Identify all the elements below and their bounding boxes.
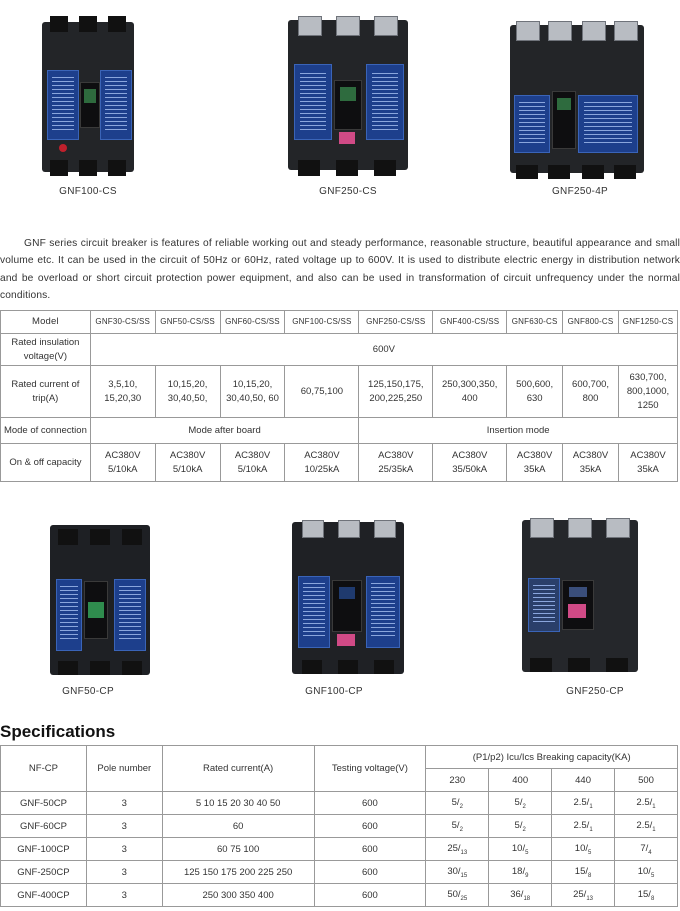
current-value: 630,700, 800,1000, 1250 — [619, 366, 678, 418]
specifications-table — [0, 745, 678, 907]
spec-model-cell: GNF-250CP — [1, 861, 87, 884]
spec-current-cell: 60 75 100 — [162, 838, 314, 861]
spec-breaking-cell — [489, 815, 552, 838]
spec-model-cell: GNF-400CP — [1, 884, 87, 907]
breaking-main-value: 30/ — [447, 865, 461, 877]
spec-poles-cell: 3 — [86, 792, 162, 815]
breaking-sub-value: 9 — [525, 872, 529, 879]
spec-voltage-cell: 600 — [314, 838, 426, 861]
spec-breaking-cell — [426, 838, 489, 861]
caption-gnf100-cp: GNF100-CP — [305, 686, 363, 697]
breaking-main-value: 25/ — [573, 888, 587, 900]
current-row — [1, 366, 678, 418]
spec-header-model: NF-CP — [1, 746, 87, 792]
breaking-sub-value: 1 — [652, 826, 656, 833]
capacity-ka: 5/10kA — [237, 463, 268, 475]
model-name: GNF60-CS/SS — [220, 311, 285, 334]
capacity-cell — [619, 444, 678, 482]
spec-breaking-cell — [552, 884, 615, 907]
connection-insertion: Insertion mode — [359, 418, 678, 444]
spec-header-breaking: (P1/p2) Icu/Ics Breaking capacity(KA) — [426, 746, 678, 769]
spec-header-500: 500 — [615, 769, 678, 792]
product-image-gnf50-cp — [50, 525, 150, 675]
breaking-main-value: 50/ — [447, 888, 461, 900]
product-image-gnf250-4p — [510, 25, 644, 173]
product-image-gnf100-cp — [292, 522, 404, 674]
model-name: GNF800-CS — [563, 311, 619, 334]
spec-voltage-cell: 600 — [314, 884, 426, 907]
caption-gnf250-cs: GNF250-CS — [319, 186, 377, 197]
spec-model-cell: GNF-100CP — [1, 838, 87, 861]
spec-table-row — [1, 815, 678, 838]
model-name: GNF400-CS/SS — [433, 311, 507, 334]
spec-header-400: 400 — [489, 769, 552, 792]
model-label: Model — [1, 311, 91, 334]
specifications-title: Specifications — [0, 722, 116, 741]
spec-header-row — [1, 746, 678, 769]
model-name: GNF250-CS/SS — [359, 311, 433, 334]
connection-label: Mode of connection — [1, 418, 91, 444]
capacity-cell — [359, 444, 433, 482]
breaking-sub-value: 1 — [589, 826, 593, 833]
ratings-table — [0, 310, 678, 482]
breaking-sub-value: 2 — [522, 803, 526, 810]
spec-breaking-cell — [489, 884, 552, 907]
product-image-gnf250-cs — [288, 20, 408, 170]
spec-table-row — [1, 838, 678, 861]
spec-breaking-cell — [426, 861, 489, 884]
spec-breaking-cell — [615, 838, 678, 861]
breaking-main-value: 15/ — [637, 888, 651, 900]
capacity-voltage: AC380V — [572, 449, 609, 461]
capacity-ka: 5/10kA — [107, 463, 138, 475]
capacity-ka: 35kA — [579, 463, 602, 475]
capacity-voltage: AC380V — [304, 449, 340, 461]
capacity-voltage: AC380V — [234, 449, 271, 461]
spec-breaking-cell — [615, 792, 678, 815]
spec-breaking-cell — [426, 792, 489, 815]
breaking-main-value: 15/ — [574, 865, 588, 877]
spec-voltage-cell: 600 — [314, 861, 426, 884]
capacity-ka: 35kA — [523, 463, 546, 475]
breaking-main-value: 36/ — [510, 888, 524, 900]
spec-header-230: 230 — [426, 769, 489, 792]
spec-breaking-cell — [426, 815, 489, 838]
breaking-main-value: 2.5/ — [573, 819, 590, 831]
insulation-label: Rated insulation voltage(V) — [1, 334, 91, 366]
breaking-main-value: 2.5/ — [636, 796, 653, 808]
connection-row — [1, 418, 678, 444]
breaking-main-value: 5/ — [451, 796, 460, 808]
breaking-main-value: 5/ — [514, 796, 523, 808]
current-value: 10,15,20, 30,40,50, 60 — [220, 366, 285, 418]
breaking-main-value: 2.5/ — [636, 819, 653, 831]
description-text: GNF series circuit breaker is features of reliable working out and steady performance, reasonable structure, beautiful appearance and small volume etc. It can be used in the circuit of 50Hz or 60Hz, rated voltage up to 600V. It is used to distribute electric energy in distribution network and be overload or short circuit protection power equipment, and also can be used in transformation of circuit unfrequency under the normal conditions. — [0, 238, 680, 302]
model-name: GNF1250-CS — [619, 311, 678, 334]
current-label: Rated current of trip(A) — [1, 366, 91, 418]
spec-table-row — [1, 861, 678, 884]
current-value: 500,600, 630 — [507, 366, 563, 418]
spec-current-cell: 125 150 175 200 225 250 — [162, 861, 314, 884]
current-value: 10,15,20, 30,40,50, — [155, 366, 220, 418]
current-value: 3,5,10, 15,20,30 — [90, 366, 155, 418]
breaking-sub-value: 8 — [588, 872, 592, 879]
caption-gnf50-cp: GNF50-CP — [62, 686, 114, 697]
capacity-ka: 25/35kA — [378, 463, 414, 475]
spec-poles-cell: 3 — [86, 815, 162, 838]
spec-header-poles: Pole number — [86, 746, 162, 792]
model-name: GNF630-CS — [507, 311, 563, 334]
capacity-voltage: AC380V — [169, 449, 206, 461]
spec-current-cell: 60 — [162, 815, 314, 838]
capacity-cell — [563, 444, 619, 482]
breaking-main-value: 7/ — [640, 842, 649, 854]
model-name: GNF30-CS/SS — [90, 311, 155, 334]
spec-breaking-cell — [615, 884, 678, 907]
spec-breaking-cell — [552, 792, 615, 815]
product-image-gnf250-cp — [522, 520, 638, 672]
spec-header-voltage: Testing voltage(V) — [314, 746, 426, 792]
breaking-main-value: 10/ — [511, 842, 526, 854]
insulation-value: 600V — [90, 334, 677, 366]
caption-gnf100-cs: GNF100-CS — [59, 186, 117, 197]
breaking-main-value: 25/ — [447, 842, 461, 854]
spec-breaking-cell — [552, 838, 615, 861]
spec-breaking-cell — [552, 815, 615, 838]
capacity-ka: 10/25kA — [304, 463, 340, 475]
breaking-main-value: 2.5/ — [573, 796, 590, 808]
connection-after-board: Mode after board — [90, 418, 359, 444]
spec-model-cell: GNF-50CP — [1, 792, 87, 815]
capacity-cell — [433, 444, 507, 482]
model-name: GNF50-CS/SS — [155, 311, 220, 334]
capacity-ka: 35kA — [637, 463, 659, 475]
breaking-main-value: 10/ — [637, 865, 651, 877]
spec-breaking-cell — [426, 884, 489, 907]
spec-poles-cell: 3 — [86, 861, 162, 884]
product-image-gnf100-cs — [42, 22, 134, 172]
capacity-cell — [90, 444, 155, 482]
breaking-main-value: 5/ — [514, 819, 523, 831]
caption-gnf250-cp: GNF250-CP — [566, 686, 624, 697]
capacity-cell — [155, 444, 220, 482]
capacity-voltage: AC380V — [516, 449, 553, 461]
spec-voltage-cell: 600 — [314, 792, 426, 815]
spec-current-cell: 250 300 350 400 — [162, 884, 314, 907]
caption-gnf250-4p: GNF250-4P — [551, 186, 609, 197]
breaking-sub-value: 13 — [460, 849, 468, 856]
breaking-sub-value: 2 — [459, 803, 463, 810]
breaking-main-value: 5/ — [451, 819, 460, 831]
capacity-voltage: AC380V — [630, 449, 666, 461]
breaking-sub-value: 13 — [586, 895, 594, 902]
spec-breaking-cell — [552, 861, 615, 884]
ratings-header-row — [1, 311, 678, 334]
capacity-voltage: AC380V — [452, 449, 488, 461]
spec-current-cell: 5 10 15 20 30 40 50 — [162, 792, 314, 815]
breaking-sub-value: 25 — [460, 895, 468, 902]
model-name: GNF100-CS/SS — [285, 311, 359, 334]
spec-breaking-cell — [615, 861, 678, 884]
capacity-cell — [507, 444, 563, 482]
current-value: 125,150,175, 200,225,250 — [359, 366, 433, 418]
breaking-sub-value: 5 — [525, 849, 529, 856]
capacity-cell — [285, 444, 359, 482]
breaking-main-value: 10/ — [574, 842, 588, 854]
capacity-row — [1, 444, 678, 482]
capacity-ka: 5/10kA — [172, 463, 203, 475]
breaking-sub-value: 18 — [523, 895, 531, 902]
spec-voltage-cell: 600 — [314, 815, 426, 838]
spec-breaking-cell — [489, 838, 552, 861]
insulation-row — [1, 334, 678, 366]
breaking-sub-value: 5 — [650, 872, 655, 879]
capacity-label: On & off capacity — [1, 444, 91, 482]
breaking-sub-value: 5 — [588, 849, 592, 856]
spec-breaking-cell — [489, 792, 552, 815]
capacity-ka: 35/50kA — [452, 463, 488, 475]
spec-header-current: Rated current(A) — [162, 746, 314, 792]
capacity-voltage: AC380V — [105, 449, 141, 461]
spec-model-cell: GNF-60CP — [1, 815, 87, 838]
capacity-cell — [220, 444, 285, 482]
spec-table-row — [1, 792, 678, 815]
spec-breaking-cell — [615, 815, 678, 838]
spec-breaking-cell — [489, 861, 552, 884]
breaking-sub-value: 1 — [589, 803, 593, 810]
breaking-main-value: 18/ — [511, 865, 526, 877]
current-value: 600,700, 800 — [563, 366, 619, 418]
breaking-sub-value: 15 — [460, 872, 468, 879]
breaking-sub-value: 1 — [652, 803, 656, 810]
spec-header-440: 440 — [552, 769, 615, 792]
description-paragraph — [0, 235, 680, 305]
spec-poles-cell: 3 — [86, 838, 162, 861]
current-value: 60,75,100 — [285, 366, 359, 418]
spec-table-row — [1, 884, 678, 907]
current-value: 250,300,350, 400 — [433, 366, 507, 418]
capacity-voltage: AC380V — [378, 449, 414, 461]
breaking-sub-value: 2 — [522, 826, 526, 833]
breaking-sub-value: 8 — [650, 895, 655, 902]
breaking-sub-value: 4 — [648, 849, 652, 856]
spec-poles-cell: 3 — [86, 884, 162, 907]
breaking-sub-value: 2 — [459, 826, 463, 833]
